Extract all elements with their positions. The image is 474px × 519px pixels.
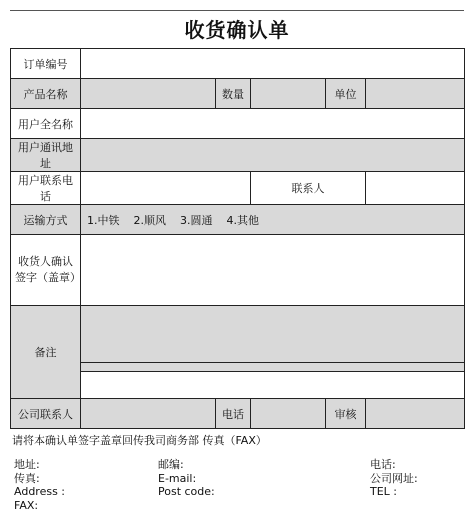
label-unit: 单位 xyxy=(326,79,366,109)
label-company-contact: 公司联系人 xyxy=(11,399,81,429)
field-user-address[interactable] xyxy=(81,139,465,172)
field-company-contact[interactable] xyxy=(81,399,216,429)
row-user-phone xyxy=(11,172,465,205)
footer-postcode-label: 邮编: xyxy=(158,458,184,471)
field-phone[interactable] xyxy=(251,399,326,429)
label-product-name: 产品名称 xyxy=(11,79,81,109)
field-product-name[interactable] xyxy=(81,79,216,109)
label-order-no: 订单编号 xyxy=(11,49,81,79)
label-phone: 电话 xyxy=(216,399,251,429)
field-quantity[interactable] xyxy=(251,79,326,109)
field-order-no[interactable] xyxy=(81,49,465,79)
top-rule xyxy=(10,10,464,11)
row-receiver-sign xyxy=(11,235,465,306)
label-quantity: 数量 xyxy=(216,79,251,109)
field-unit[interactable] xyxy=(366,79,465,109)
label-user-full-name: 用户全名称 xyxy=(11,109,81,139)
field-remark-extra[interactable] xyxy=(81,372,465,399)
row-product xyxy=(11,79,465,109)
row-shipping xyxy=(11,205,465,235)
confirmation-form xyxy=(10,48,465,429)
page-title: 收货确认单 xyxy=(184,18,290,42)
footer-phone-label: 电话: xyxy=(370,458,396,471)
footer-email-label: E-mail: xyxy=(158,471,197,485)
footer-col-1 xyxy=(14,458,65,512)
footer-col-3 xyxy=(370,458,418,499)
row-remark xyxy=(11,306,465,363)
field-receiver-sign[interactable] xyxy=(81,235,465,306)
label-shipping: 运输方式 xyxy=(11,205,81,235)
field-review[interactable] xyxy=(366,399,465,429)
footer-address-en-label: Address : xyxy=(14,485,66,498)
footer-address-label: 地址: xyxy=(14,458,40,471)
footer-col-2 xyxy=(158,458,215,499)
footer-fax-en-label: FAX: xyxy=(14,498,39,512)
row-user-full-name xyxy=(11,109,465,139)
footer-website-label: 公司网址: xyxy=(370,471,418,485)
field-user-phone[interactable] xyxy=(81,172,251,205)
label-user-phone: 用户联系电话 xyxy=(11,172,81,205)
shipping-options[interactable]: 1.中铁 2.顺风 3.圆通 4.其他 xyxy=(81,205,465,235)
label-contact: 联系人 xyxy=(251,172,366,205)
remark-divider xyxy=(81,363,465,372)
field-user-full-name[interactable] xyxy=(81,109,465,139)
label-receiver-sign: 收货人确认签字（盖章） xyxy=(11,235,81,306)
footer-fax-label: 传真: xyxy=(14,471,40,485)
label-remark: 备注 xyxy=(11,306,81,399)
label-user-address: 用户通讯地址 xyxy=(11,139,81,172)
return-instruction: 请将本确认单签字盖章回传我司商务部 传真（FAX） xyxy=(12,434,267,447)
field-remark[interactable] xyxy=(81,306,465,363)
row-company-contact xyxy=(11,399,465,429)
label-review: 审核 xyxy=(326,399,366,429)
footer-tel-label: TEL : xyxy=(370,485,398,498)
footer-postcode-en-label: Post code: xyxy=(158,485,215,498)
row-order-no xyxy=(11,49,465,79)
row-user-address xyxy=(11,139,465,172)
field-contact[interactable] xyxy=(366,172,465,205)
